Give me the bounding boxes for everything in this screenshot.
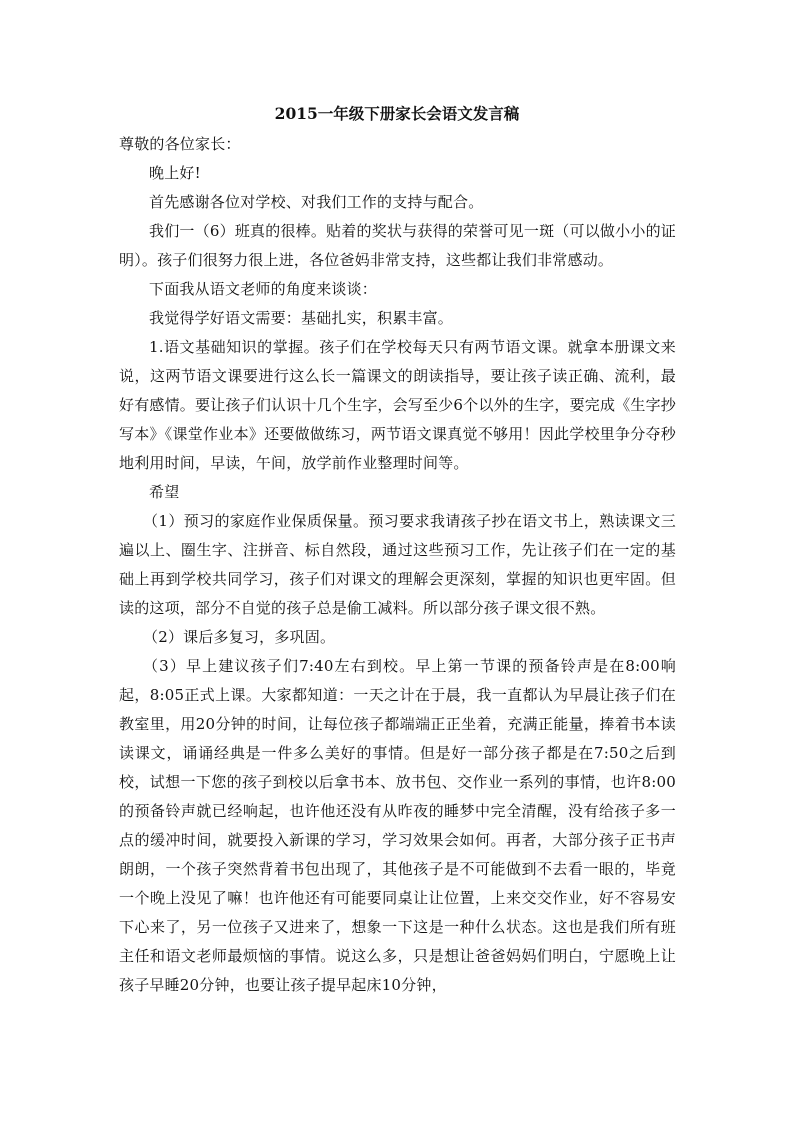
paragraph-hope-3: （3）早上建议孩子们7:40左右到校。早上第一节课的预备铃声是在8:00响起，8:05正式上课。大家都知道：一天之计在于晨，我一直都认为早晨让孩子们在教室里，用20分钟的时间，让每位孩子都端端正正坐着，充满正能量，捧着书本读读课文，诵诵经典是一件多么美好的事情。但是好一部分孩子都是在7:50之后到校，试想一下您的孩子到校以后拿书本、放书包、交作业一系列的事情，也许8:00的预备铃声就已经响起，也许他还没有从昨夜的睡梦中完全清醒，没有给孩子多一点的缓冲时间，就要投入新课的学习，学习效果会如何。再者，大部分孩子正书声朗朗，一个孩子突然背着书包出现了，其他孩子是不可能做到不去看一眼的，毕竟一个晚上没见了嘛！也许他还有可能要同桌让让位置，上来交交作业，好不容易安下心来了，另一位孩子又进来了，想象一下这是一种什么状态。这也是我们所有班主任和语文老师最烦恼的事情。说这么多，只是想让爸爸妈妈们明白，宁愿晚上让孩子早睡20分钟，也要让孩子提早起床10分钟，	[119, 657, 676, 994]
salutation: 尊敬的各位家长：	[119, 135, 241, 153]
paragraph-hope-2: （2）课后多复习，多巩固。	[143, 628, 336, 646]
document-title: 2015一年级下册家长会语文发言稿	[274, 104, 520, 123]
paragraph-key-points: 我觉得学好语文需要：基础扎实，积累丰富。	[149, 309, 454, 327]
paragraph-greeting: 晚上好!	[149, 164, 201, 182]
paragraph-class-praise: 我们一（6）班真的很棒。贴着的奖状与获得的荣誉可见一斑（可以做小小的证明）。孩子们很努力很上进，各位爸妈非常支持，这些都让我们非常感动。	[119, 222, 676, 269]
paragraph-hope-heading: 希望	[149, 483, 180, 501]
paragraph-intro: 下面我从语文老师的角度来谈谈：	[149, 280, 378, 298]
paragraph-basic-knowledge: 1.语文基础知识的掌握。孩子们在学校每天只有两节语文课。就拿本册课文来说，这两节语文课要进行这么长一篇课文的朗读指导，要让孩子读正确、流利，最好有感情。要让孩子们认识十几个生字，会写至少6个以外的生字，要完成《生字抄写本》《课堂作业本》还要做做练习，两节语文课真觉不够用！因此学校里争分夺秒地利用时间，早读，午间，放学前作业整理时间等。	[119, 338, 676, 472]
document-body	[119, 130, 676, 1000]
paragraph-thanks: 首先感谢各位对学校、对我们工作的支持与配合。	[149, 193, 484, 211]
paragraph-hope-1: （1）预习的家庭作业保质保量。预习要求我请孩子抄在语文书上，熟读课文三遍以上、圈生字、注拼音、标自然段，通过这些预习工作，先让孩子们在一定的基础上再到学校共同学习，孩子们对课文的理解会更深刻，掌握的知识也更牢固。但读的这项，部分不自觉的孩子总是偷工减料。所以部分孩子课文很不熟。	[119, 512, 676, 617]
